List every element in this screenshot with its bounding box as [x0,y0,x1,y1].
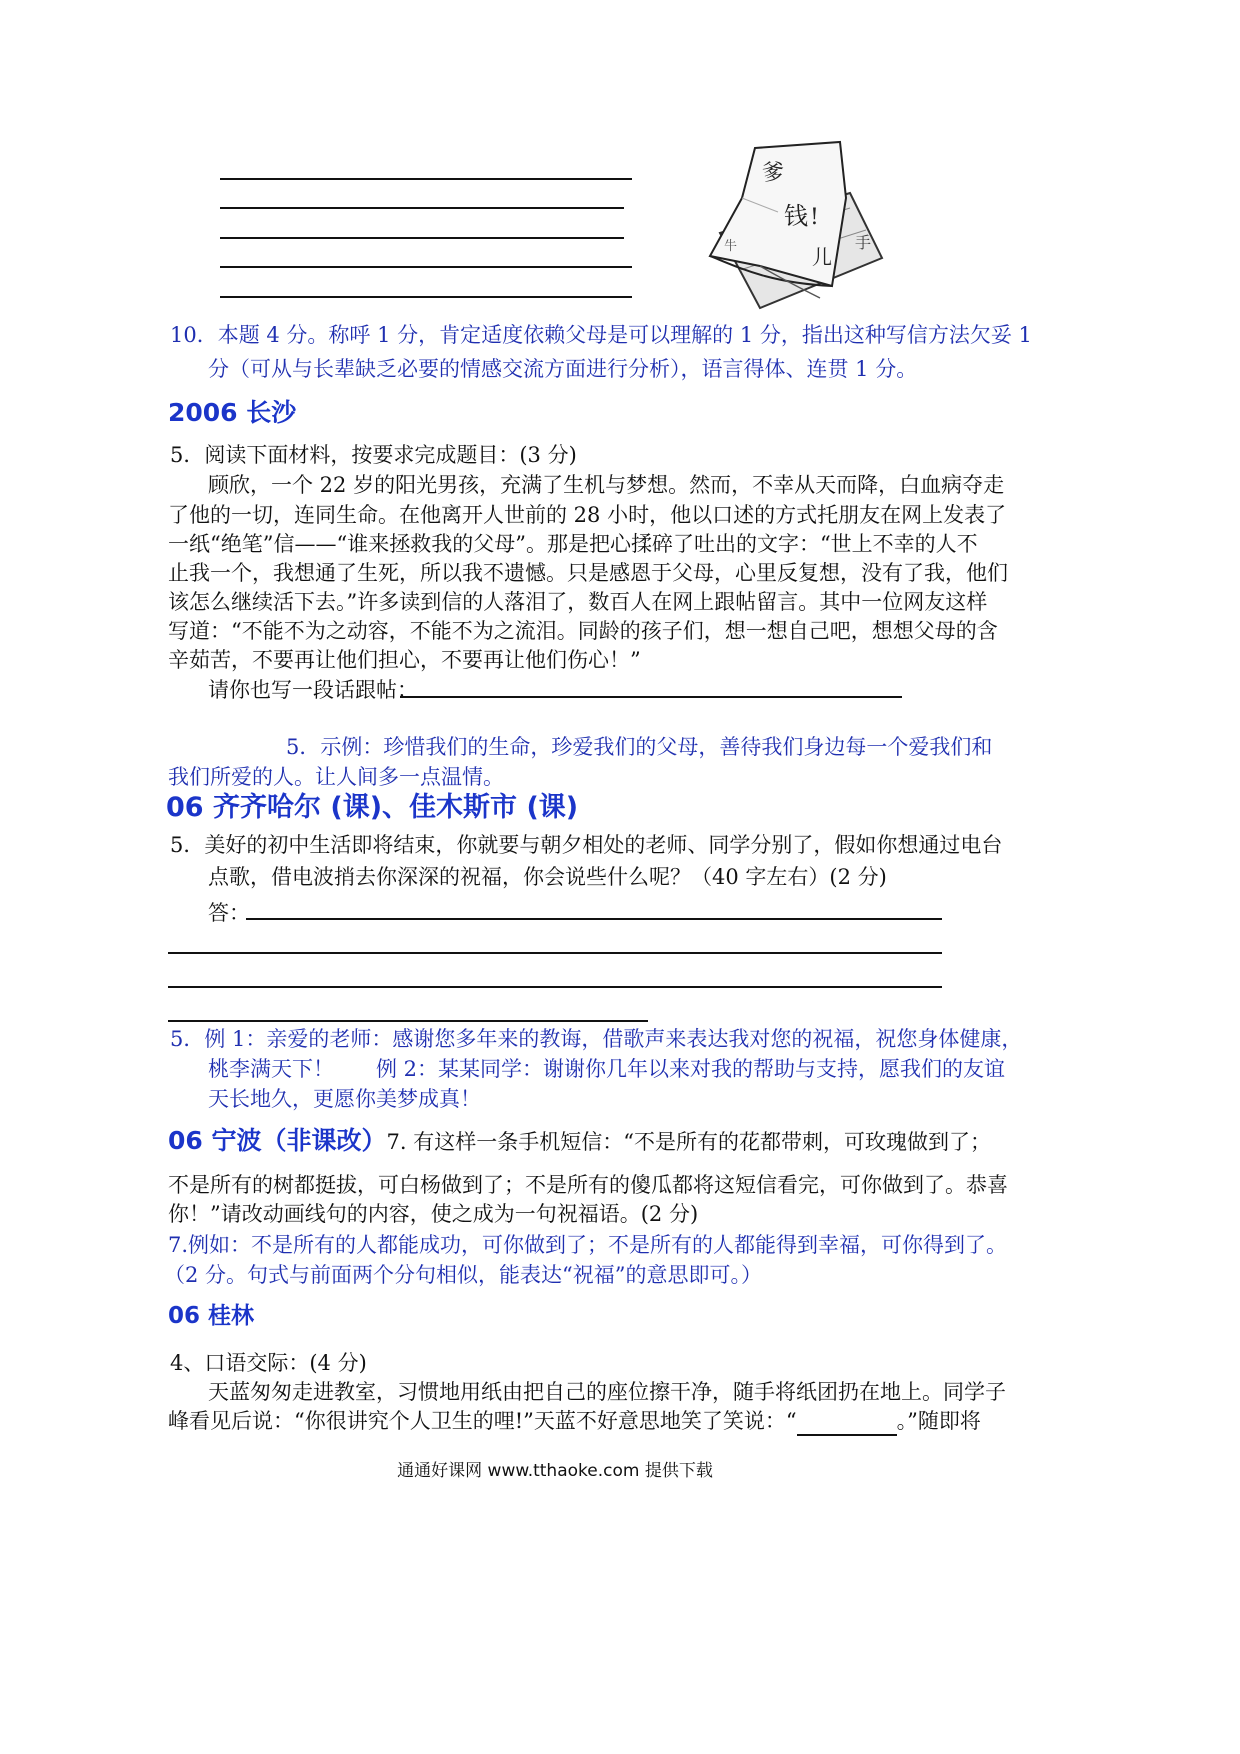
answer-5-changsha-line-2: 我们所爱的人。让人间多一点温情。 [168,765,504,789]
passage-line-7: 辛茹苦，不要再让他们担心，不要再让他们伤心！” [168,648,641,672]
guilin-passage-line-2 [168,1406,981,1436]
illustration-char-6: 牛 [724,239,738,254]
answer-7-ningbo-line-1: 7.例如：不是所有的人都能成功，可你做到了；不是所有的人都能得到幸福，可你得到了。 [168,1233,1008,1257]
illustration-char-4: 儿 [812,245,832,269]
question-7-ningbo-line-3: 你！”请改动画线句的内容，使之成为一句祝福语。(2 分) [168,1202,699,1226]
question-7-ningbo-line-2: 不是所有的树都挺拔，可白杨做到了；不是所有的傻瓜都将这短信看完，可你做到了。恭喜 [168,1173,1008,1197]
letter-illustration [700,138,890,318]
answer-line-4[interactable] [220,266,632,268]
answer-line-qiqihar-4[interactable] [168,1020,648,1022]
passage-line-4: 止我一个，我想通了生死，所以我不遗憾。只是感恩于父母，心里反复想，没有了我，他们 [168,561,1008,585]
answer-5-qiqihar-line-2: 桃李满天下！ 例 2：某某同学：谢谢你几年以来对我的帮助与支持，愿我们的友谊 [208,1057,1006,1081]
question-5-qiqihar-line-2: 点歌，借电波捎去你深深的祝福，你会说些什么呢？（40 字左右）(2 分) [208,865,887,889]
illustration-char-1: 爹 [762,161,785,186]
reply-answer-line[interactable] [400,696,902,698]
fill-in-blank[interactable] [797,1410,897,1436]
passage-line-3: 一纸“绝笔”信——“谁来拯救我的父母”。那是把心揉碎了吐出的文字：“世上不幸的人不 [168,532,978,556]
answer-10-line-2: 分（可从与长辈缺乏必要的情感交流方面进行分析），语言得体、连贯 1 分。 [208,357,918,381]
passage-line-6: 写道：“不能不为之动容，不能不为之流泪。同龄的孩子们，想一想自己吧，想想父母的含 [168,619,998,643]
passage-line-5: 该怎么继续活下去。”许多读到信的人落泪了，数百人在网上跟帖留言。其中一位网友这样 [168,590,988,614]
answer-10-line-1: 10．本题 4 分。称呼 1 分，肯定适度依赖父母是可以理解的 1 分，指出这种写信方法欠妥 1 [170,323,1032,347]
section-heading-guilin: 06 桂林 [168,1303,255,1329]
answer-line-3[interactable] [220,237,624,239]
section-heading-changsha: 2006 长沙 [168,398,297,427]
answer-line-1[interactable] [220,178,632,180]
question-4-guilin: 4、口语交际：(4 分) [170,1351,367,1375]
guilin-passage-line-1: 天蓝匆匆走进教室，习惯地用纸由把自己的座位擦干净，随手将纸团扔在地上。同学子 [208,1380,1006,1404]
guilin-passage-line-2-end: 。”随即将 [896,1409,981,1433]
section-heading-ningbo: 06 宁波（非课改） [168,1126,387,1155]
section-ningbo-first-line [168,1124,991,1158]
guilin-passage-line-2-start: 峰看见后说：“你很讲究个人卫生的哩!”天蓝不好意思地笑了笑说：“ [168,1409,797,1433]
answer-line-qiqihar-2[interactable] [168,952,942,954]
answer-5-qiqihar-line-3: 天长地久，更愿你美梦成真！ [208,1087,481,1111]
question-5-qiqihar-line-1: 5．美好的初中生活即将结束，你就要与朝夕相处的老师、同学分别了，假如你想通过电台 [170,833,1003,857]
answer-line-qiqihar-1[interactable] [246,918,942,920]
answer-line-qiqihar-3[interactable] [168,986,942,988]
answer-line-2[interactable] [220,207,624,209]
illustration-char-2: 钱 [784,202,808,230]
question-7-ningbo-start: 7. 有这样一条手机短信：“不是所有的花都带刺，可玫瑰做到了； [386,1130,991,1154]
illustration-char-3: ! [810,205,819,230]
question-5-changsha: 5．阅读下面材料，按要求完成题目：(3 分) [170,443,577,467]
illustration-char-5: 手 [855,233,872,252]
passage-line-1: 顾欣，一个 22 岁的阳光男孩，充满了生机与梦想。然而，不幸从天而降，白血病夺走 [208,473,1005,497]
answer-5-qiqihar-line-1: 5．例 1：亲爱的老师：感谢您多年来的教诲，借歌声来表达我对您的祝福，祝您身体健康， [170,1027,1023,1051]
answer-label: 答： [208,901,250,925]
answer-7-ningbo-line-2: （2 分。句式与前面两个分句相似，能表达“祝福”的意思即可。） [164,1263,763,1287]
answer-5-changsha-line-1: 5．示例：珍惜我们的生命，珍爱我们的父母，善待我们身边每一个爱我们和 [286,735,993,759]
page-footer: 通通好课网 www.tthaoke.com 提供下载 [397,1461,713,1481]
section-heading-qiqihar: 06 齐齐哈尔 (课)、佳木斯市 (课) [166,792,579,823]
reply-prompt: 请你也写一段话跟帖： [208,678,418,702]
answer-line-5[interactable] [220,296,632,298]
passage-line-2: 了他的一切，连同生命。在他离开人世前的 28 小时，他以口述的方式托朋友在网上发表了 [168,503,1007,527]
